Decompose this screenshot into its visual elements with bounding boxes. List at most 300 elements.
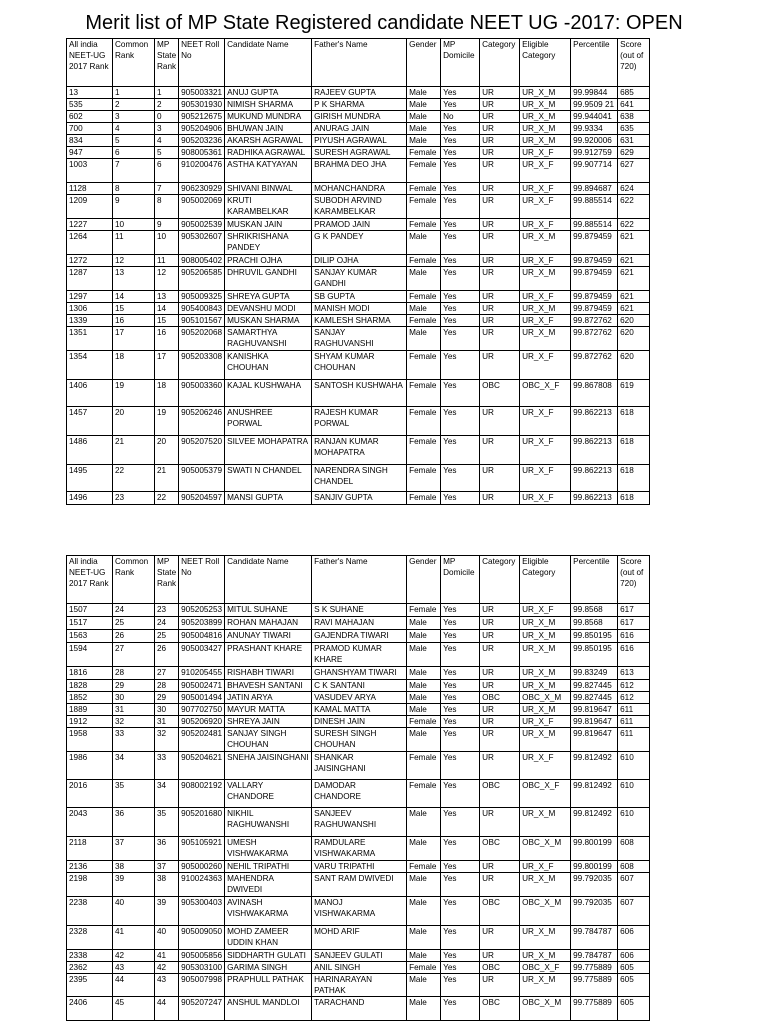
cell-neet-roll-no: 905003427 bbox=[179, 643, 225, 667]
table-row bbox=[67, 680, 650, 692]
cell-percentile: 99.862213 bbox=[571, 465, 618, 492]
cell-all-india-rank: 2043 bbox=[67, 808, 113, 837]
cell-candidate-name: SANJAY SINGH CHOUHAN bbox=[225, 728, 312, 752]
cell-mp-state-rank: 33 bbox=[155, 752, 179, 780]
cell-percentile: 99.792035 bbox=[571, 873, 618, 897]
cell-score: 685 bbox=[618, 87, 650, 99]
cell-candidate-name: ROHAN MAHAJAN bbox=[225, 617, 312, 630]
cell-candidate-name: AKARSH AGRAWAL bbox=[225, 135, 312, 147]
cell-eligible-category: UR_X_F bbox=[520, 604, 571, 617]
table-row bbox=[67, 728, 650, 752]
cell-percentile: 99.775889 bbox=[571, 997, 618, 1021]
cell-mp-domicile: Yes bbox=[441, 873, 480, 897]
cell-candidate-name: ANUJ GUPTA bbox=[225, 87, 312, 99]
cell-eligible-category: UR_X_M bbox=[520, 135, 571, 147]
cell-neet-roll-no: 905004816 bbox=[179, 630, 225, 643]
cell-category: UR bbox=[480, 183, 520, 195]
cell-mp-state-rank: 17 bbox=[155, 351, 179, 380]
cell-all-india-rank: 1297 bbox=[67, 291, 113, 303]
cell-fathers-name: RAMDULARE VISHWAKARMA bbox=[312, 837, 407, 861]
cell-all-india-rank: 13 bbox=[67, 87, 113, 99]
cell-common-rank: 37 bbox=[113, 837, 155, 861]
cell-neet-roll-no: 905002069 bbox=[179, 195, 225, 219]
cell-gender: Male bbox=[407, 99, 441, 111]
cell-gender: Male bbox=[407, 630, 441, 643]
cell-neet-roll-no: 905003360 bbox=[179, 380, 225, 407]
cell-common-rank: 36 bbox=[113, 808, 155, 837]
header-all-india-rank: All india NEET-UG 2017 Rank bbox=[67, 39, 113, 87]
cell-score: 620 bbox=[618, 315, 650, 327]
cell-gender: Male bbox=[407, 873, 441, 897]
cell-category: UR bbox=[480, 87, 520, 99]
cell-all-india-rank: 1287 bbox=[67, 267, 113, 291]
cell-mp-state-rank: 34 bbox=[155, 780, 179, 808]
cell-category: UR bbox=[480, 195, 520, 219]
header-percentile: Percentile bbox=[571, 39, 618, 87]
cell-candidate-name: SNEHA JAISINGHANI bbox=[225, 752, 312, 780]
cell-gender: Male bbox=[407, 135, 441, 147]
cell-neet-roll-no: 905202481 bbox=[179, 728, 225, 752]
cell-candidate-name: SHIVANI BINWAL bbox=[225, 183, 312, 195]
cell-score: 635 bbox=[618, 123, 650, 135]
cell-candidate-name: MAYUR MATTA bbox=[225, 704, 312, 716]
cell-neet-roll-no: 905203899 bbox=[179, 617, 225, 630]
cell-category: UR bbox=[480, 604, 520, 617]
cell-category: UR bbox=[480, 808, 520, 837]
cell-fathers-name: ANIL SINGH bbox=[312, 962, 407, 974]
cell-neet-roll-no: 908002192 bbox=[179, 780, 225, 808]
cell-gender: Male bbox=[407, 123, 441, 135]
cell-fathers-name: SANTOSH KUSHWAHA bbox=[312, 380, 407, 407]
cell-score: 621 bbox=[618, 303, 650, 315]
cell-mp-state-rank: 40 bbox=[155, 926, 179, 950]
cell-mp-domicile: Yes bbox=[441, 926, 480, 950]
header-neet-roll-no: NEET Roll No bbox=[179, 39, 225, 87]
cell-fathers-name: GAJENDRA TIWARI bbox=[312, 630, 407, 643]
cell-eligible-category: UR_X_M bbox=[520, 303, 571, 315]
cell-mp-state-rank: 27 bbox=[155, 667, 179, 680]
cell-neet-roll-no: 907702750 bbox=[179, 704, 225, 716]
cell-mp-domicile: Yes bbox=[441, 897, 480, 926]
cell-mp-state-rank: 26 bbox=[155, 643, 179, 667]
cell-score: 610 bbox=[618, 808, 650, 837]
cell-candidate-name: SHRIKRISHANA PANDEY bbox=[225, 231, 312, 255]
header-category: Category bbox=[480, 39, 520, 87]
cell-gender: Male bbox=[407, 974, 441, 997]
cell-candidate-name: KANISHKA CHOUHAN bbox=[225, 351, 312, 380]
cell-mp-domicile: Yes bbox=[441, 780, 480, 808]
cell-mp-domicile: Yes bbox=[441, 407, 480, 436]
cell-common-rank: 39 bbox=[113, 873, 155, 897]
table-row bbox=[67, 436, 650, 465]
cell-category: UR bbox=[480, 315, 520, 327]
cell-mp-state-rank: 18 bbox=[155, 380, 179, 407]
cell-gender: Male bbox=[407, 728, 441, 752]
cell-score: 619 bbox=[618, 380, 650, 407]
cell-percentile: 99.907714 bbox=[571, 159, 618, 183]
cell-mp-domicile: Yes bbox=[441, 195, 480, 219]
cell-candidate-name: JATIN ARYA bbox=[225, 692, 312, 704]
cell-gender: Male bbox=[407, 87, 441, 99]
cell-all-india-rank: 1496 bbox=[67, 492, 113, 505]
cell-score: 613 bbox=[618, 667, 650, 680]
cell-neet-roll-no: 905203308 bbox=[179, 351, 225, 380]
header-common-rank: Common Rank bbox=[113, 39, 155, 87]
table-row bbox=[67, 604, 650, 617]
cell-gender: Female bbox=[407, 351, 441, 380]
cell-mp-state-rank: 22 bbox=[155, 492, 179, 505]
cell-mp-state-rank: 37 bbox=[155, 861, 179, 873]
cell-neet-roll-no: 905202068 bbox=[179, 327, 225, 351]
cell-gender: Female bbox=[407, 780, 441, 808]
header-mp-domicile: MP Domicile bbox=[441, 39, 480, 87]
cell-score: 618 bbox=[618, 465, 650, 492]
header-all-india-rank: All india NEET-UG 2017 Rank bbox=[67, 556, 113, 604]
cell-all-india-rank: 535 bbox=[67, 99, 113, 111]
cell-common-rank: 33 bbox=[113, 728, 155, 752]
cell-candidate-name: DEVANSHU MODI bbox=[225, 303, 312, 315]
cell-gender: Female bbox=[407, 183, 441, 195]
cell-category: UR bbox=[480, 704, 520, 716]
cell-all-india-rank: 1003 bbox=[67, 159, 113, 183]
cell-category: UR bbox=[480, 492, 520, 505]
cell-percentile: 99.912759 bbox=[571, 147, 618, 159]
cell-mp-state-rank: 36 bbox=[155, 837, 179, 861]
cell-category: UR bbox=[480, 861, 520, 873]
cell-percentile: 99.862213 bbox=[571, 407, 618, 436]
cell-eligible-category: UR_X_M bbox=[520, 643, 571, 667]
cell-eligible-category: UR_X_M bbox=[520, 617, 571, 630]
cell-candidate-name: SWATI N CHANDEL bbox=[225, 465, 312, 492]
cell-percentile: 99.775889 bbox=[571, 974, 618, 997]
cell-candidate-name: NEHIL TRIPATHI bbox=[225, 861, 312, 873]
table-row bbox=[67, 183, 650, 195]
cell-category: UR bbox=[480, 436, 520, 465]
cell-fathers-name: G K PANDEY bbox=[312, 231, 407, 255]
cell-score: 618 bbox=[618, 407, 650, 436]
cell-all-india-rank: 2016 bbox=[67, 780, 113, 808]
cell-score: 612 bbox=[618, 680, 650, 692]
cell-mp-domicile: Yes bbox=[441, 380, 480, 407]
table-row bbox=[67, 147, 650, 159]
cell-mp-state-rank: 10 bbox=[155, 231, 179, 255]
cell-eligible-category: UR_X_F bbox=[520, 147, 571, 159]
cell-mp-domicile: Yes bbox=[441, 728, 480, 752]
cell-fathers-name: MANOJ VISHWAKARMA bbox=[312, 897, 407, 926]
cell-eligible-category: UR_X_M bbox=[520, 267, 571, 291]
cell-gender: Male bbox=[407, 303, 441, 315]
cell-mp-state-rank: 30 bbox=[155, 704, 179, 716]
cell-eligible-category: UR_X_M bbox=[520, 680, 571, 692]
cell-mp-state-rank: 44 bbox=[155, 997, 179, 1021]
cell-gender: Female bbox=[407, 436, 441, 465]
cell-fathers-name: SANJIV GUPTA bbox=[312, 492, 407, 505]
header-common-rank: Common Rank bbox=[113, 556, 155, 604]
cell-all-india-rank: 1354 bbox=[67, 351, 113, 380]
cell-percentile: 99.812492 bbox=[571, 808, 618, 837]
cell-all-india-rank: 1912 bbox=[67, 716, 113, 728]
header-category: Category bbox=[480, 556, 520, 604]
cell-common-rank: 30 bbox=[113, 692, 155, 704]
cell-gender: Male bbox=[407, 808, 441, 837]
cell-eligible-category: UR_X_M bbox=[520, 111, 571, 123]
cell-neet-roll-no: 905302607 bbox=[179, 231, 225, 255]
cell-score: 607 bbox=[618, 873, 650, 897]
header-gender: Gender bbox=[407, 556, 441, 604]
cell-fathers-name: DINESH JAIN bbox=[312, 716, 407, 728]
cell-mp-state-rank: 21 bbox=[155, 465, 179, 492]
cell-category: UR bbox=[480, 974, 520, 997]
cell-all-india-rank: 2238 bbox=[67, 897, 113, 926]
cell-common-rank: 42 bbox=[113, 950, 155, 962]
cell-neet-roll-no: 905203236 bbox=[179, 135, 225, 147]
cell-category: UR bbox=[480, 111, 520, 123]
header-neet-roll-no: NEET Roll No bbox=[179, 556, 225, 604]
cell-category: UR bbox=[480, 159, 520, 183]
table-row bbox=[67, 926, 650, 950]
cell-all-india-rank: 1486 bbox=[67, 436, 113, 465]
cell-all-india-rank: 2406 bbox=[67, 997, 113, 1021]
cell-candidate-name: MUSKAN JAIN bbox=[225, 219, 312, 231]
cell-score: 605 bbox=[618, 962, 650, 974]
cell-common-rank: 38 bbox=[113, 861, 155, 873]
cell-score: 611 bbox=[618, 728, 650, 752]
cell-common-rank: 20 bbox=[113, 407, 155, 436]
cell-mp-domicile: Yes bbox=[441, 219, 480, 231]
cell-fathers-name: GIRISH MUNDRA bbox=[312, 111, 407, 123]
cell-eligible-category: OBC_X_F bbox=[520, 380, 571, 407]
cell-common-rank: 43 bbox=[113, 962, 155, 974]
cell-all-india-rank: 1594 bbox=[67, 643, 113, 667]
cell-mp-state-rank: 15 bbox=[155, 315, 179, 327]
cell-common-rank: 10 bbox=[113, 219, 155, 231]
cell-all-india-rank: 1852 bbox=[67, 692, 113, 704]
cell-mp-state-rank: 9 bbox=[155, 219, 179, 231]
cell-score: 610 bbox=[618, 752, 650, 780]
cell-mp-domicile: Yes bbox=[441, 465, 480, 492]
cell-neet-roll-no: 905007998 bbox=[179, 974, 225, 997]
table-row bbox=[67, 327, 650, 351]
cell-mp-domicile: Yes bbox=[441, 183, 480, 195]
cell-common-rank: 22 bbox=[113, 465, 155, 492]
cell-percentile: 99.850195 bbox=[571, 643, 618, 667]
cell-candidate-name: SHREYA GUPTA bbox=[225, 291, 312, 303]
cell-all-india-rank: 1209 bbox=[67, 195, 113, 219]
cell-neet-roll-no: 908005361 bbox=[179, 147, 225, 159]
cell-all-india-rank: 700 bbox=[67, 123, 113, 135]
cell-fathers-name: MANISH MODI bbox=[312, 303, 407, 315]
cell-fathers-name: BRAHMA DEO JHA bbox=[312, 159, 407, 183]
table-row bbox=[67, 861, 650, 873]
cell-eligible-category: UR_X_M bbox=[520, 87, 571, 99]
cell-fathers-name: MOHANCHANDRA bbox=[312, 183, 407, 195]
cell-candidate-name: BHUWAN JAIN bbox=[225, 123, 312, 135]
cell-percentile: 99.885514 bbox=[571, 219, 618, 231]
cell-neet-roll-no: 905204621 bbox=[179, 752, 225, 780]
cell-mp-domicile: Yes bbox=[441, 123, 480, 135]
cell-score: 622 bbox=[618, 195, 650, 219]
cell-neet-roll-no: 905009325 bbox=[179, 291, 225, 303]
cell-neet-roll-no: 905206246 bbox=[179, 407, 225, 436]
cell-candidate-name: ANSHUL MANDLOI bbox=[225, 997, 312, 1021]
cell-all-india-rank: 1457 bbox=[67, 407, 113, 436]
cell-category: UR bbox=[480, 231, 520, 255]
cell-candidate-name: ANUNAY TIWARI bbox=[225, 630, 312, 643]
cell-gender: Male bbox=[407, 231, 441, 255]
cell-mp-domicile: Yes bbox=[441, 291, 480, 303]
cell-score: 620 bbox=[618, 351, 650, 380]
cell-eligible-category: UR_X_M bbox=[520, 327, 571, 351]
cell-mp-domicile: Yes bbox=[441, 643, 480, 667]
cell-category: UR bbox=[480, 950, 520, 962]
cell-gender: Male bbox=[407, 704, 441, 716]
cell-candidate-name: PRACHI OJHA bbox=[225, 255, 312, 267]
table-row bbox=[67, 99, 650, 111]
cell-category: OBC bbox=[480, 962, 520, 974]
cell-percentile: 99.99844 bbox=[571, 87, 618, 99]
cell-category: UR bbox=[480, 643, 520, 667]
cell-percentile: 99.872762 bbox=[571, 327, 618, 351]
cell-score: 631 bbox=[618, 135, 650, 147]
cell-candidate-name: NIMISH SHARMA bbox=[225, 99, 312, 111]
cell-common-rank: 21 bbox=[113, 436, 155, 465]
cell-eligible-category: UR_X_F bbox=[520, 492, 571, 505]
cell-gender: Female bbox=[407, 465, 441, 492]
cell-percentile: 99.862213 bbox=[571, 492, 618, 505]
cell-common-rank: 40 bbox=[113, 897, 155, 926]
cell-mp-domicile: Yes bbox=[441, 135, 480, 147]
cell-fathers-name: VASUDEV ARYA bbox=[312, 692, 407, 704]
cell-neet-roll-no: 905005379 bbox=[179, 465, 225, 492]
cell-fathers-name: TARACHAND bbox=[312, 997, 407, 1021]
cell-common-rank: 18 bbox=[113, 351, 155, 380]
cell-category: OBC bbox=[480, 837, 520, 861]
cell-category: UR bbox=[480, 617, 520, 630]
cell-common-rank: 17 bbox=[113, 327, 155, 351]
cell-all-india-rank: 1264 bbox=[67, 231, 113, 255]
cell-neet-roll-no: 905206585 bbox=[179, 267, 225, 291]
table-row bbox=[67, 752, 650, 780]
cell-percentile: 99.827445 bbox=[571, 680, 618, 692]
cell-eligible-category: OBC_X_F bbox=[520, 780, 571, 808]
table-row bbox=[67, 997, 650, 1021]
cell-all-india-rank: 2338 bbox=[67, 950, 113, 962]
cell-category: UR bbox=[480, 291, 520, 303]
cell-fathers-name: DILIP OJHA bbox=[312, 255, 407, 267]
cell-candidate-name: SIDDHARTH GULATI bbox=[225, 950, 312, 962]
cell-all-india-rank: 1958 bbox=[67, 728, 113, 752]
header-mp-state-rank: MP State Rank bbox=[155, 556, 179, 604]
header-candidate-name: Candidate Name bbox=[225, 39, 312, 87]
cell-neet-roll-no: 905207247 bbox=[179, 997, 225, 1021]
table-row bbox=[67, 704, 650, 716]
cell-gender: Female bbox=[407, 407, 441, 436]
cell-neet-roll-no: 908005402 bbox=[179, 255, 225, 267]
cell-all-india-rank: 1406 bbox=[67, 380, 113, 407]
cell-all-india-rank: 1507 bbox=[67, 604, 113, 617]
cell-mp-state-rank: 4 bbox=[155, 135, 179, 147]
cell-score: 622 bbox=[618, 219, 650, 231]
table-row bbox=[67, 255, 650, 267]
cell-fathers-name: C K SANTANI bbox=[312, 680, 407, 692]
cell-category: UR bbox=[480, 667, 520, 680]
table-row bbox=[67, 465, 650, 492]
cell-neet-roll-no: 905002539 bbox=[179, 219, 225, 231]
header-eligible-category: Eligible Category bbox=[520, 556, 571, 604]
table-row bbox=[67, 315, 650, 327]
table-row bbox=[67, 837, 650, 861]
cell-candidate-name: KRUTI KARAMBELKAR bbox=[225, 195, 312, 219]
cell-fathers-name: SURESH AGRAWAL bbox=[312, 147, 407, 159]
cell-percentile: 99.819647 bbox=[571, 704, 618, 716]
cell-fathers-name: MOHD ARIF bbox=[312, 926, 407, 950]
cell-candidate-name: MOHD ZAMEER UDDIN KHAN bbox=[225, 926, 312, 950]
table-header-row bbox=[67, 39, 650, 87]
cell-neet-roll-no: 905206920 bbox=[179, 716, 225, 728]
cell-mp-state-rank: 13 bbox=[155, 291, 179, 303]
cell-percentile: 99.819647 bbox=[571, 716, 618, 728]
cell-eligible-category: UR_X_F bbox=[520, 861, 571, 873]
cell-score: 612 bbox=[618, 692, 650, 704]
cell-score: 608 bbox=[618, 861, 650, 873]
cell-candidate-name: ASTHA KATYAYAN bbox=[225, 159, 312, 183]
cell-all-india-rank: 1351 bbox=[67, 327, 113, 351]
cell-eligible-category: UR_X_F bbox=[520, 159, 571, 183]
cell-gender: Male bbox=[407, 267, 441, 291]
cell-neet-roll-no: 905207520 bbox=[179, 436, 225, 465]
table-row bbox=[67, 962, 650, 974]
cell-gender: Male bbox=[407, 643, 441, 667]
cell-neet-roll-no: 910024363 bbox=[179, 873, 225, 897]
cell-category: OBC bbox=[480, 380, 520, 407]
table-row bbox=[67, 303, 650, 315]
cell-all-india-rank: 1272 bbox=[67, 255, 113, 267]
cell-score: 605 bbox=[618, 974, 650, 997]
cell-candidate-name: RISHABH TIWARI bbox=[225, 667, 312, 680]
cell-eligible-category: UR_X_M bbox=[520, 630, 571, 643]
cell-mp-domicile: Yes bbox=[441, 315, 480, 327]
cell-score: 617 bbox=[618, 617, 650, 630]
table-row bbox=[67, 808, 650, 837]
cell-mp-state-rank: 29 bbox=[155, 692, 179, 704]
cell-mp-state-rank: 23 bbox=[155, 604, 179, 617]
cell-fathers-name: RAVI MAHAJAN bbox=[312, 617, 407, 630]
cell-fathers-name: SHYAM KUMAR CHOUHAN bbox=[312, 351, 407, 380]
cell-score: 611 bbox=[618, 704, 650, 716]
cell-all-india-rank: 1889 bbox=[67, 704, 113, 716]
cell-all-india-rank: 2136 bbox=[67, 861, 113, 873]
cell-category: UR bbox=[480, 351, 520, 380]
cell-neet-roll-no: 905400843 bbox=[179, 303, 225, 315]
cell-common-rank: 16 bbox=[113, 315, 155, 327]
cell-score: 606 bbox=[618, 950, 650, 962]
cell-score: 611 bbox=[618, 716, 650, 728]
cell-fathers-name: HARINARAYAN PATHAK bbox=[312, 974, 407, 997]
header-eligible-category: Eligible Category bbox=[520, 39, 571, 87]
cell-category: UR bbox=[480, 123, 520, 135]
cell-score: 620 bbox=[618, 327, 650, 351]
cell-category: UR bbox=[480, 465, 520, 492]
cell-neet-roll-no: 905101567 bbox=[179, 315, 225, 327]
header-score: Score (out of 720) bbox=[618, 39, 650, 87]
cell-fathers-name: RAJEEV GUPTA bbox=[312, 87, 407, 99]
cell-all-india-rank: 2362 bbox=[67, 962, 113, 974]
cell-common-rank: 34 bbox=[113, 752, 155, 780]
cell-mp-domicile: Yes bbox=[441, 667, 480, 680]
cell-eligible-category: OBC_X_M bbox=[520, 692, 571, 704]
cell-eligible-category: UR_X_M bbox=[520, 704, 571, 716]
cell-neet-roll-no: 905001494 bbox=[179, 692, 225, 704]
